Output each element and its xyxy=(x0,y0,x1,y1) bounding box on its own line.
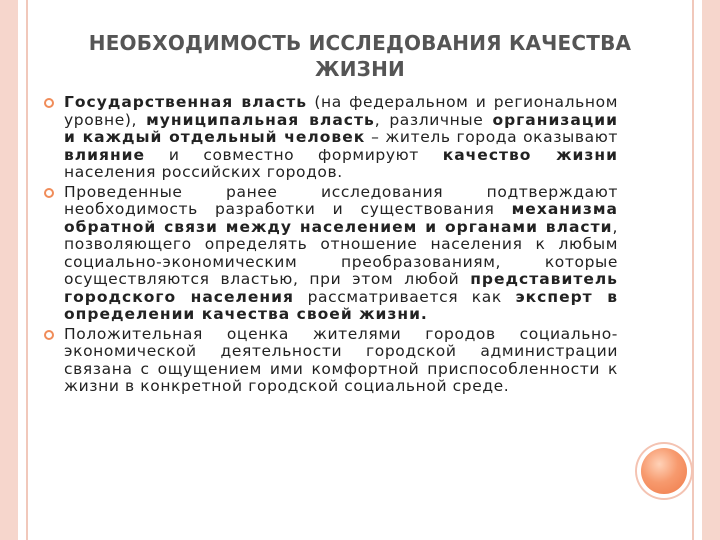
slide-frame-line-left xyxy=(26,0,28,540)
slide-frame-line-right xyxy=(692,0,694,540)
text-segment: – житель города оказывают xyxy=(365,128,619,146)
bullet-item xyxy=(44,94,618,182)
bullet-circle-icon xyxy=(44,188,54,198)
text-segment-bold: муниципальная власть xyxy=(146,110,375,129)
slide-title: НЕОБХОДИМОСТЬ ИССЛЕДОВАНИЯ КАЧЕСТВА ЖИЗНИ xyxy=(88,31,632,81)
text-segment: , различные xyxy=(374,110,493,129)
slide-content xyxy=(44,94,618,398)
decorative-orb-icon xyxy=(641,448,687,494)
text-segment: (на федеральном и региональном уровне), xyxy=(64,93,619,129)
text-segment: и совместно формируют xyxy=(145,145,443,164)
text-segment: Проведенные ранее исследования подтверждают необходимость разработки и существования xyxy=(64,182,618,218)
bullet-text xyxy=(64,94,618,182)
bullet-text xyxy=(64,326,618,396)
text-segment-bold: влияние xyxy=(64,145,146,164)
slide-frame-left xyxy=(0,0,18,540)
text-segment-bold: механизма обратной связи между населением и органами власти xyxy=(64,200,618,236)
text-segment-bold: качество жизни xyxy=(442,145,618,164)
bullet-item xyxy=(44,184,618,324)
text-segment-bold: организации и каждый отдельный человек xyxy=(64,110,618,146)
text-segment-bold: представитель городского населения xyxy=(64,270,618,306)
bullet-circle-icon xyxy=(44,98,54,108)
text-segment: Положительная оценка жителями городов социально-экономической деятельности городской администрации связана с ощущением ими комфортной приспособленности к жизни в конкретной городской социальной среде. xyxy=(64,324,618,395)
text-segment: рассматривается как xyxy=(293,287,516,306)
bullet-circle-icon xyxy=(44,330,54,340)
text-segment: населения российских городов. xyxy=(64,163,343,181)
text-segment: , позволяющего определять отношение населения к любым социально-экономическим преобразованиям, которые осуществляются властью, при этом любой xyxy=(64,217,618,288)
text-segment-bold: Государственная власть xyxy=(64,93,307,111)
slide-frame-right xyxy=(702,0,720,540)
bullet-text xyxy=(64,184,618,324)
text-segment-bold: эксперт в определении качества своей жизни. xyxy=(64,287,619,323)
bullet-item xyxy=(44,326,618,396)
